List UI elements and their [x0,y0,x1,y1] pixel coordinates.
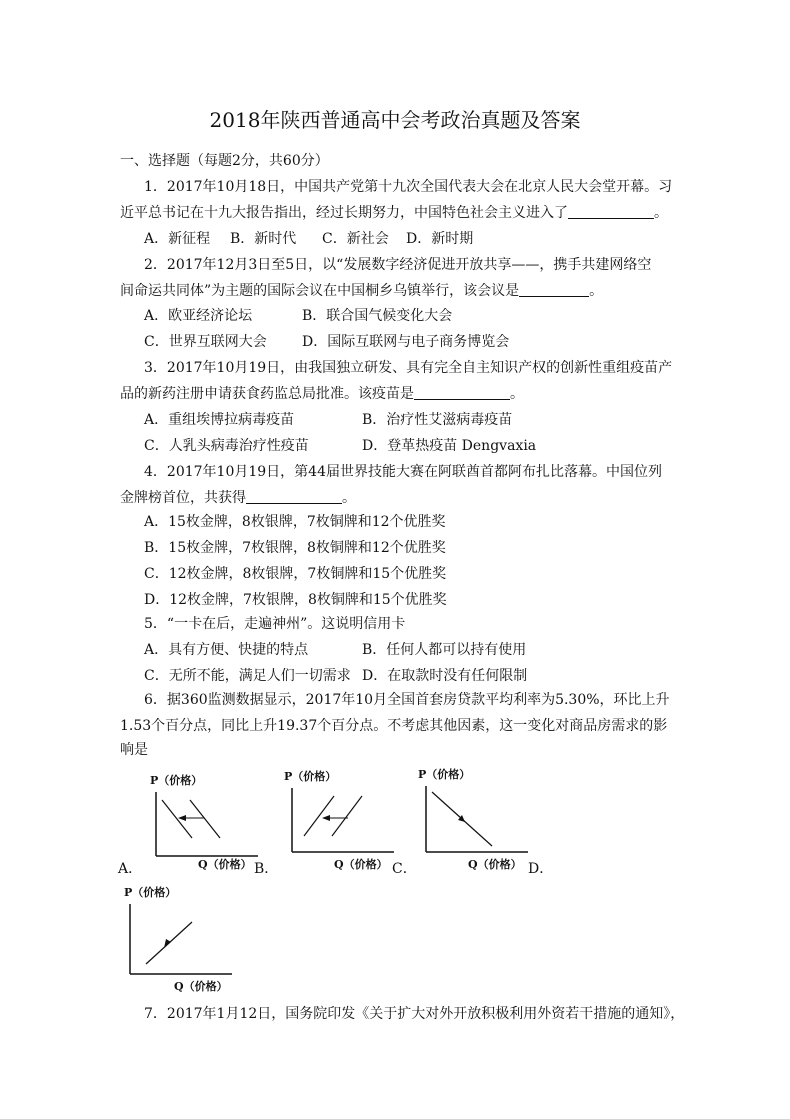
graph-d-line-movement-down-icon [124,900,234,980]
question-4-option-c: C．12枚金牌，8枚银牌，7枚铜牌和15个优胜奖 [144,566,447,582]
question-5-line-1: 5．“一卡在后，走遍神州”。这说明信用卡 [144,616,406,632]
answer-blank [414,385,510,400]
question-4-line-1: 4．2017年10月19日，第44届世界技能大赛在阿联酋首都阿布扎比落幕。中国位列 [144,464,662,480]
question-4-option-d: D．12枚金牌，7枚银牌，8枚铜牌和15个优胜奖 [144,592,447,608]
question-2-option-d: D．国际互联网与电子商务博览会 [302,334,510,350]
section-heading: 一、选择题（每题2分，共60分） [120,153,329,169]
question-1-option-b: B．新时代 [230,231,297,247]
graph-b-y-label: P（价格） [284,770,337,783]
question-1-option-c: C．新社会 [322,231,389,247]
graph-a-x-label: Q（价格） [198,858,252,871]
graph-d-option: D． [528,861,554,877]
graph-b-x-label: Q（价格） [334,858,388,871]
page-title: 2018年陕西普通高中会考政治真题及答案 [209,108,581,132]
question-6-line-2: 1.53个百分点，同比上升19.37个百分点。不考虑其他因素，这一变化对商品房需求的影 [120,718,668,734]
question-5-option-b: B．任何人都可以持有使用 [362,642,527,658]
question-3-line-1: 3．2017年10月19日，由我国独立研发、具有完全自主知识产权的创新性重组疫苗产 [144,360,673,376]
question-2-option-a: A．欧亚经济论坛 [144,308,253,324]
question-2-line-2: 间命运共同体”为主题的国际会议在中国桐乡乌镇举行，该会议是 。 [120,283,604,299]
question-7-line-1: 7．2017年1月12日，国务院印发《关于扩大对外开放积极利用外资若干措施的通知》， [144,1006,685,1022]
question-3-option-d: D．登革热疫苗 Dengvaxia [362,438,537,454]
question-1-line-1: 1．2017年10月18日，中国共产党第十九次全国代表大会在北京人民大会堂开幕。习 [144,179,673,195]
question-3-option-c: C．人乳头病毒治疗性疫苗 [144,438,309,454]
question-5-option-c: C．无所不能，满足人们一切需求 [144,668,351,684]
graph-b-option: B． [254,861,279,877]
graph-a-y-label: P（价格） [150,774,203,787]
question-4-option-a: A．15枚金牌，8枚银牌，7枚铜牌和12个优胜奖 [144,514,446,530]
graph-a-option: A． [118,861,143,877]
graph-d-y-label: P（价格） [124,886,177,899]
question-1-option-d: D．新时期 [406,231,474,247]
question-4-line-2: 金牌榜首位，共获得 。 [120,490,356,506]
answer-blank [568,204,654,219]
graph-c-option: C． [392,861,417,877]
question-2-line-1: 2．2017年12月3日至5日，以“发展数字经济促进开放共享——，携手共建网络空 [144,257,652,273]
question-2-option-b: B．联合国气候变化大会 [302,308,453,324]
question-3-line-2: 品的新药注册申请获食药监总局批准。该疫苗是 。 [120,386,524,402]
question-3-option-a: A．重组埃博拉病毒疫苗 [144,412,295,428]
question-6-line-1: 6．据360监测数据显示，2017年10月全国首套房贷款平均利率为5.30%，环比上升 [144,692,670,708]
graph-b-two-parallel-lines-shift-icon [286,784,396,860]
graph-a-two-parallel-lines-shift-icon [150,788,260,864]
question-6-line-3: 响是 [120,742,148,758]
answer-blank [519,282,589,297]
graph-c-x-label: Q（价格） [468,858,522,871]
question-2-option-c: C．世界互联网大会 [144,334,267,350]
graph-d-x-label: Q（价格） [174,980,228,993]
graph-c-y-label: P（价格） [418,768,471,781]
question-1-option-a: A．新征程 [144,231,211,247]
graph-c-line-movement-down-icon [420,782,530,860]
answer-blank [246,489,342,504]
question-3-option-b: B．治疗性艾滋病毒疫苗 [362,412,513,428]
question-5-option-d: D．在取款时没有任何限制 [362,668,528,684]
question-4-option-b: B．15枚金牌，7枚银牌，8枚铜牌和12个优胜奖 [144,540,446,556]
question-1-line-2: 近平总书记在十九大报告指出，经过长期努力，中国特色社会主义进入了 。 [120,205,668,221]
question-5-option-a: A．具有方便、快捷的特点 [144,642,309,658]
